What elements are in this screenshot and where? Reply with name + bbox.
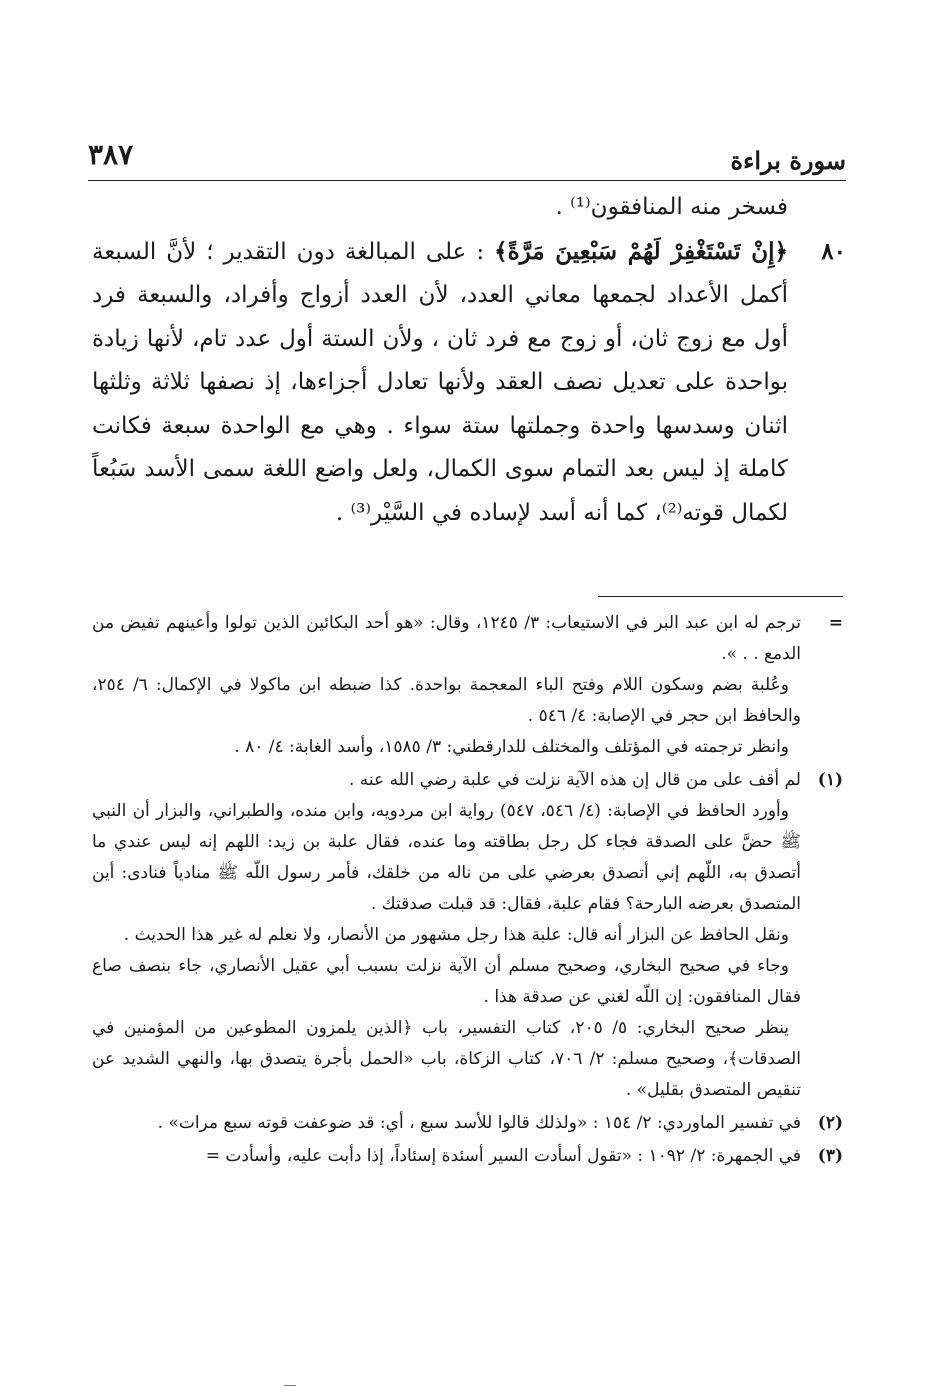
footnote-paragraph: لم أقف على من قال إن هذه الآية نزلت في علبة رضي الله عنه .	[348, 770, 801, 790]
footnote-marker: (٣)	[817, 1146, 843, 1166]
main-text	[92, 186, 788, 535]
main-line-0: فسخر منه المنافقون⁽¹⁾ .	[555, 194, 788, 220]
footnote-paragraph: في الجمهرة: ٢/ ١٠٩٢ : «تقول أسأدت السير أسئدة إسئاداً، إذا دأبت عليه، وأسأدت =	[205, 1146, 801, 1166]
footnote-paragraph: وأورد الحافظ في الإصابة: (٤/ ٥٤٦، ٥٤٧) رواية ابن مردويه، وابن منده، والطبراني، والبزار أن النبي ﷺ حضَّ على الصدقة فجاء كل رجل بطاقته وما عنده، فقال علبة بن زيد: اللهم إنه ليس عندي ما أتصدق به، اللّهم إني أتصدق بعرضي على من ناله من خلقك، فأمر رسول اللّه ﷺ منادياً فنادى: أين المتصدق بعرضه البارحة؟ فقام علبة، فقال: قد قبلت صدقتك .	[92, 801, 801, 914]
footnote-1	[92, 765, 843, 1106]
footnote-paragraph: وجاء في صحيح البخاري، وصحيح مسلم أن الآية نزلت بسبب أبي عقيل الأنصاري، جاء بنصف صاع فقال المنافقون: إن اللّه لغني عن صدقة هذا .	[92, 956, 801, 1007]
footnote-2	[92, 1108, 843, 1139]
footnote-paragraph: ترجم له ابن عبد البر في الاستيعاب: ٣/ ١٢٤٥، وقال: «هو أحد البكائين الذين تولوا وأعينهم تفيض من الدمع . . ».	[92, 613, 801, 664]
verse-number: ٨٠	[821, 238, 846, 265]
footnote-marker: (٢)	[817, 1113, 843, 1133]
footnote-separator	[598, 596, 843, 597]
surah-title: سورة براءة	[730, 146, 846, 175]
footnote-paragraph: ينظر صحيح البخاري: ٥/ ٢٠٥، كتاب التفسير، باب ﴿الذين يلمزون المطوعين من المؤمنين في الصدقات﴾، وصحيح مسلم: ٢/ ٧٠٦، كتاب الزكاة، باب «الحمل بأجرة يتصدق بها، والنهي الشديد عن تنقيص المتصدق بقليل» .	[92, 1018, 801, 1100]
footnote-marker: (١)	[817, 770, 843, 790]
footnote-paragraph: في تفسير الماوردي: ٢/ ١٥٤ : «ولذلك قالوا للأسد سبع ، أي: قد ضوعفت قوته سبع مرات» .	[157, 1113, 801, 1133]
footnote-continued	[92, 608, 843, 763]
footnote-paragraph: وانظر ترجمته في المؤتلف والمختلف للدارقطني: ٣/ ١٥٨٥، وأسد الغابة: ٤/ ٨٠ .	[234, 737, 789, 757]
verse-commentary	[92, 230, 788, 536]
running-header	[88, 138, 846, 182]
footnote-paragraph: ونقل الحافظ عن البزار أنه قال: علبة هذا رجل مشهور من الأنصار، ولا نعلم له غير هذا الحديث .	[123, 925, 789, 945]
header-rule	[88, 180, 846, 181]
footnote-paragraph: وعُلبة بضم وسكون اللام وفتح الباء المعجمة بواحدة. كذا ضبطه ابن ماكولا في الإكمال: ٦/ ٢٥٤، والحافظ ابن حجر في الإصابة: ٤/ ٥٤٦ .	[92, 675, 801, 726]
commentary-text: : على المبالغة دون التقدير ؛ لأنَّ السبعة أكمل الأعداد لجمعها معاني العدد، لأن العدد أزواج وأفراد، والسبعة فرد أول مع زوج ثان، أو زوج مع فرد ثان ، ولأن الستة أول عدد تام، لأنها زيادة بواحدة على تعديل نصف العقد ولأنها تعادل أجزاءها، إذ نصفها ثلاثة وثلثها اثنان وسدسها واحدة وجملتها ستة سواء . وهي مع الواحدة سبعة فكانت كاملة إذ ليس بعد التمام سوى الكمال، ولعل واضع اللغة سمى الأسد سَبُعاً لكمال قوته⁽²⁾، كما أنه أسد لإساده في السَّيْر⁽³⁾ .	[92, 238, 788, 526]
page-number: ٣٨٧	[88, 138, 134, 171]
continuation-marker: =	[828, 613, 843, 633]
verse-quote: ﴿إِنْ تَسْتَغْفِرْ لَهُمْ سَبْعِينَ مَرَّةً﴾	[494, 237, 789, 265]
footnotes	[92, 608, 843, 1174]
page-bottom-mark	[284, 1385, 296, 1386]
footnote-3	[92, 1141, 843, 1172]
